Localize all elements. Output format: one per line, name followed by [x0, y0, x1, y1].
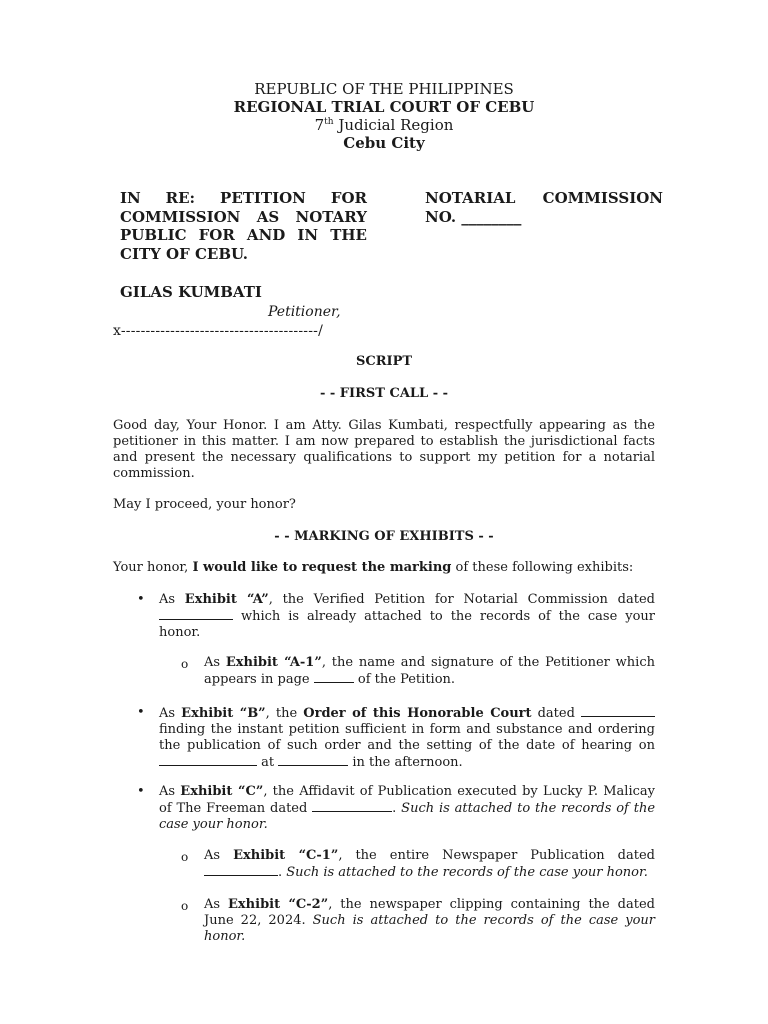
circle-bullet-icon: o — [181, 850, 189, 864]
blank-line — [314, 671, 354, 683]
request-paragraph: Your honor, I would like to request the marking of these following exhibits: — [113, 560, 634, 575]
exhibit-c1-item: As Exhibit “C-1”, the entire Newspaper Publication dated . Such is attached to the records of the case your honor. — [204, 848, 655, 880]
petitioner-role: Petitioner, — [268, 304, 341, 320]
circle-bullet-icon: o — [181, 899, 189, 913]
commission-number: NOTARIAL COMMISSION NO. ________ — [425, 189, 663, 226]
header-republic: REPUBLIC OF THE PHILIPPINES — [254, 80, 514, 98]
exhibit-a1-item: As Exhibit “A-1”, the name and signature of the Petitioner which appears in page of the Petition. — [204, 655, 655, 687]
exhibit-b-item: As Exhibit “B”, the Order of this Honorable Court dated finding the instant petition sufficient in form and substance and ordering the publication of such order and the setting of the date of hearing on at in the afternoon. — [159, 706, 655, 770]
blank-line — [312, 800, 392, 812]
bullet-icon: • — [137, 784, 145, 799]
proceed-paragraph: May I proceed, your honor? — [113, 497, 296, 512]
blank-line — [278, 754, 348, 766]
intro-paragraph: Good day, Your Honor. I am Atty. Gilas Kumbati, respectfully appearing as the petitioner in this matter. I am now prepared to establish the jurisdictional facts and present the necessary qualifications to support my petition for a notarial commission. — [113, 418, 655, 481]
header-region: 7th Judicial Region — [314, 116, 454, 134]
caption-separator: x----------------------------------------/ — [113, 323, 323, 339]
exhibit-c-item: As Exhibit “C”, the Affidavit of Publication executed by Lucky P. Malicay of The Freeman dated . Such is attached to the records of the case your honor. — [159, 784, 656, 832]
case-caption: IN RE: PETITION FOR COMMISSION AS NOTARY PUBLIC FOR AND IN THE CITY OF CEBU. — [120, 189, 367, 263]
blank-line — [159, 608, 233, 620]
exhibit-c2-item: As Exhibit “C-2”, the newspaper clipping containing the dated June 22, 2024. Such is attached to the records of the case your honor. — [204, 897, 656, 944]
blank-line — [159, 754, 257, 766]
blank-line — [581, 705, 655, 717]
blank-line — [204, 864, 278, 876]
petitioner-name: GILAS KUMBATI — [120, 283, 262, 301]
circle-bullet-icon: o — [181, 657, 189, 671]
exhibit-a-item: As Exhibit “A”, the Verified Petition for Notarial Commission dated which is already attached to the records of the case your honor. — [159, 592, 655, 640]
bullet-icon: • — [137, 592, 145, 607]
header-city: Cebu City — [343, 134, 425, 152]
bullet-icon: • — [137, 705, 145, 720]
header-court: REGIONAL TRIAL COURT OF CEBU — [233, 98, 535, 116]
first-call-heading: - - FIRST CALL - - — [319, 386, 449, 401]
marking-heading: - - MARKING OF EXHIBITS - - — [274, 529, 494, 544]
script-title: SCRIPT — [355, 354, 413, 369]
